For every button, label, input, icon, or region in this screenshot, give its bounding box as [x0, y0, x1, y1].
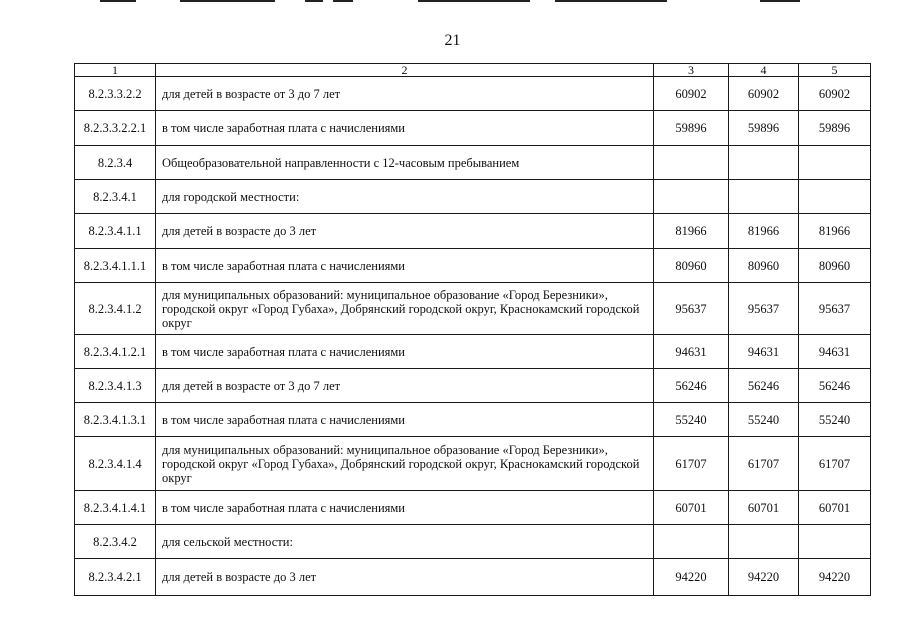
row-value-col3-cell	[654, 146, 729, 180]
row-value-col3-cell	[654, 180, 729, 214]
row-value-col5-cell: 81966	[799, 214, 871, 249]
row-value-col3-cell: 56246	[654, 369, 729, 403]
row-code-cell: 8.2.3.4.2	[75, 525, 156, 559]
row-code-cell: 8.2.3.3.2.2.1	[75, 111, 156, 146]
table-row	[75, 437, 871, 491]
row-value-col3-cell: 95637	[654, 283, 729, 335]
row-description-cell: для детей в возрасте до 3 лет	[156, 214, 654, 249]
row-value-col3-cell	[654, 525, 729, 559]
row-code-cell: 8.2.3.4	[75, 146, 156, 180]
row-code-cell: 8.2.3.4.1.1	[75, 214, 156, 249]
row-code-cell: 8.2.3.4.1.2	[75, 283, 156, 335]
row-description-cell: в том числе заработная плата с начислениями	[156, 111, 654, 146]
table-body	[75, 64, 871, 596]
row-value-col5-cell: 60701	[799, 491, 871, 525]
row-value-col4-cell: 60701	[729, 491, 799, 525]
row-value-col3-cell: 81966	[654, 214, 729, 249]
top-rule-7	[760, 0, 800, 2]
row-code-cell: 8.2.3.4.1.1.1	[75, 249, 156, 283]
row-value-col4-cell: 81966	[729, 214, 799, 249]
row-description-cell: в том числе заработная плата с начислениями	[156, 491, 654, 525]
row-description-cell: для детей в возрасте от 3 до 7 лет	[156, 369, 654, 403]
budget-table	[74, 63, 871, 596]
row-value-col4-cell: 80960	[729, 249, 799, 283]
row-value-col3-cell: 55240	[654, 403, 729, 437]
row-value-col5-cell	[799, 525, 871, 559]
row-description-cell: для детей в возрасте от 3 до 7 лет	[156, 77, 654, 111]
row-value-col5-cell: 55240	[799, 403, 871, 437]
row-code-cell: 8.2.3.4.1.2.1	[75, 335, 156, 369]
top-rule-3	[305, 0, 323, 2]
row-code-cell: 8.2.3.3.2.2	[75, 77, 156, 111]
table-row	[75, 249, 871, 283]
row-value-col5-cell: 94220	[799, 559, 871, 596]
page-number: 21	[444, 32, 461, 49]
table-header-row	[75, 64, 871, 77]
row-value-col4-cell	[729, 180, 799, 214]
row-code-cell: 8.2.3.4.1	[75, 180, 156, 214]
table-row	[75, 559, 871, 596]
row-code-cell: 8.2.3.4.2.1	[75, 559, 156, 596]
row-value-col3-cell: 80960	[654, 249, 729, 283]
top-rule-2	[180, 0, 275, 2]
row-value-col3-cell: 61707	[654, 437, 729, 491]
table-row	[75, 111, 871, 146]
row-value-col5-cell: 94631	[799, 335, 871, 369]
header-cell-2: 2	[156, 64, 654, 77]
row-value-col3-cell: 59896	[654, 111, 729, 146]
header-cell-1: 1	[75, 64, 156, 77]
row-description-cell: для муниципальных образований: муниципальное образование «Город Березники», городской округ «Город Губаха», Добрянский городской округ, Краснокамский городской округ	[156, 283, 654, 335]
top-rule-4	[333, 0, 353, 2]
header-cell-3: 3	[654, 64, 729, 77]
row-value-col5-cell	[799, 180, 871, 214]
table-row	[75, 491, 871, 525]
row-description-cell: в том числе заработная плата с начислениями	[156, 249, 654, 283]
row-value-col3-cell: 94631	[654, 335, 729, 369]
row-code-cell: 8.2.3.4.1.4	[75, 437, 156, 491]
row-value-col4-cell: 55240	[729, 403, 799, 437]
row-value-col5-cell: 56246	[799, 369, 871, 403]
row-value-col4-cell	[729, 146, 799, 180]
row-value-col5-cell: 60902	[799, 77, 871, 111]
row-value-col4-cell: 59896	[729, 111, 799, 146]
table-row	[75, 180, 871, 214]
row-value-col5-cell: 80960	[799, 249, 871, 283]
row-value-col5-cell: 95637	[799, 283, 871, 335]
row-description-cell: Общеобразовательной направленности с 12-часовым пребыванием	[156, 146, 654, 180]
table-row	[75, 525, 871, 559]
row-description-cell: в том числе заработная плата с начислениями	[156, 335, 654, 369]
header-cell-4: 4	[729, 64, 799, 77]
table-row	[75, 283, 871, 335]
row-description-cell: для муниципальных образований: муниципальное образование «Город Березники», городской округ «Город Губаха», Добрянский городской округ, Краснокамский городской округ	[156, 437, 654, 491]
row-value-col4-cell: 95637	[729, 283, 799, 335]
table-row	[75, 146, 871, 180]
row-value-col4-cell: 94220	[729, 559, 799, 596]
row-code-cell: 8.2.3.4.1.3	[75, 369, 156, 403]
row-value-col5-cell	[799, 146, 871, 180]
row-value-col4-cell: 94631	[729, 335, 799, 369]
row-description-cell: в том числе заработная плата с начислениями	[156, 403, 654, 437]
row-value-col3-cell: 60902	[654, 77, 729, 111]
row-description-cell: для детей в возрасте до 3 лет	[156, 559, 654, 596]
row-value-col4-cell	[729, 525, 799, 559]
row-value-col5-cell: 61707	[799, 437, 871, 491]
row-code-cell: 8.2.3.4.1.4.1	[75, 491, 156, 525]
header-cell-5: 5	[799, 64, 871, 77]
row-description-cell: для городской местности:	[156, 180, 654, 214]
top-rule-5	[418, 0, 530, 2]
row-value-col3-cell: 60701	[654, 491, 729, 525]
row-description-cell: для сельской местности:	[156, 525, 654, 559]
row-value-col4-cell: 61707	[729, 437, 799, 491]
table-row	[75, 77, 871, 111]
row-value-col5-cell: 59896	[799, 111, 871, 146]
row-value-col3-cell: 94220	[654, 559, 729, 596]
row-value-col4-cell: 56246	[729, 369, 799, 403]
top-rule-1	[100, 0, 136, 2]
table-row	[75, 403, 871, 437]
top-rule-6	[555, 0, 667, 2]
table-row	[75, 335, 871, 369]
row-code-cell: 8.2.3.4.1.3.1	[75, 403, 156, 437]
table-row	[75, 214, 871, 249]
row-value-col4-cell: 60902	[729, 77, 799, 111]
table-row	[75, 369, 871, 403]
